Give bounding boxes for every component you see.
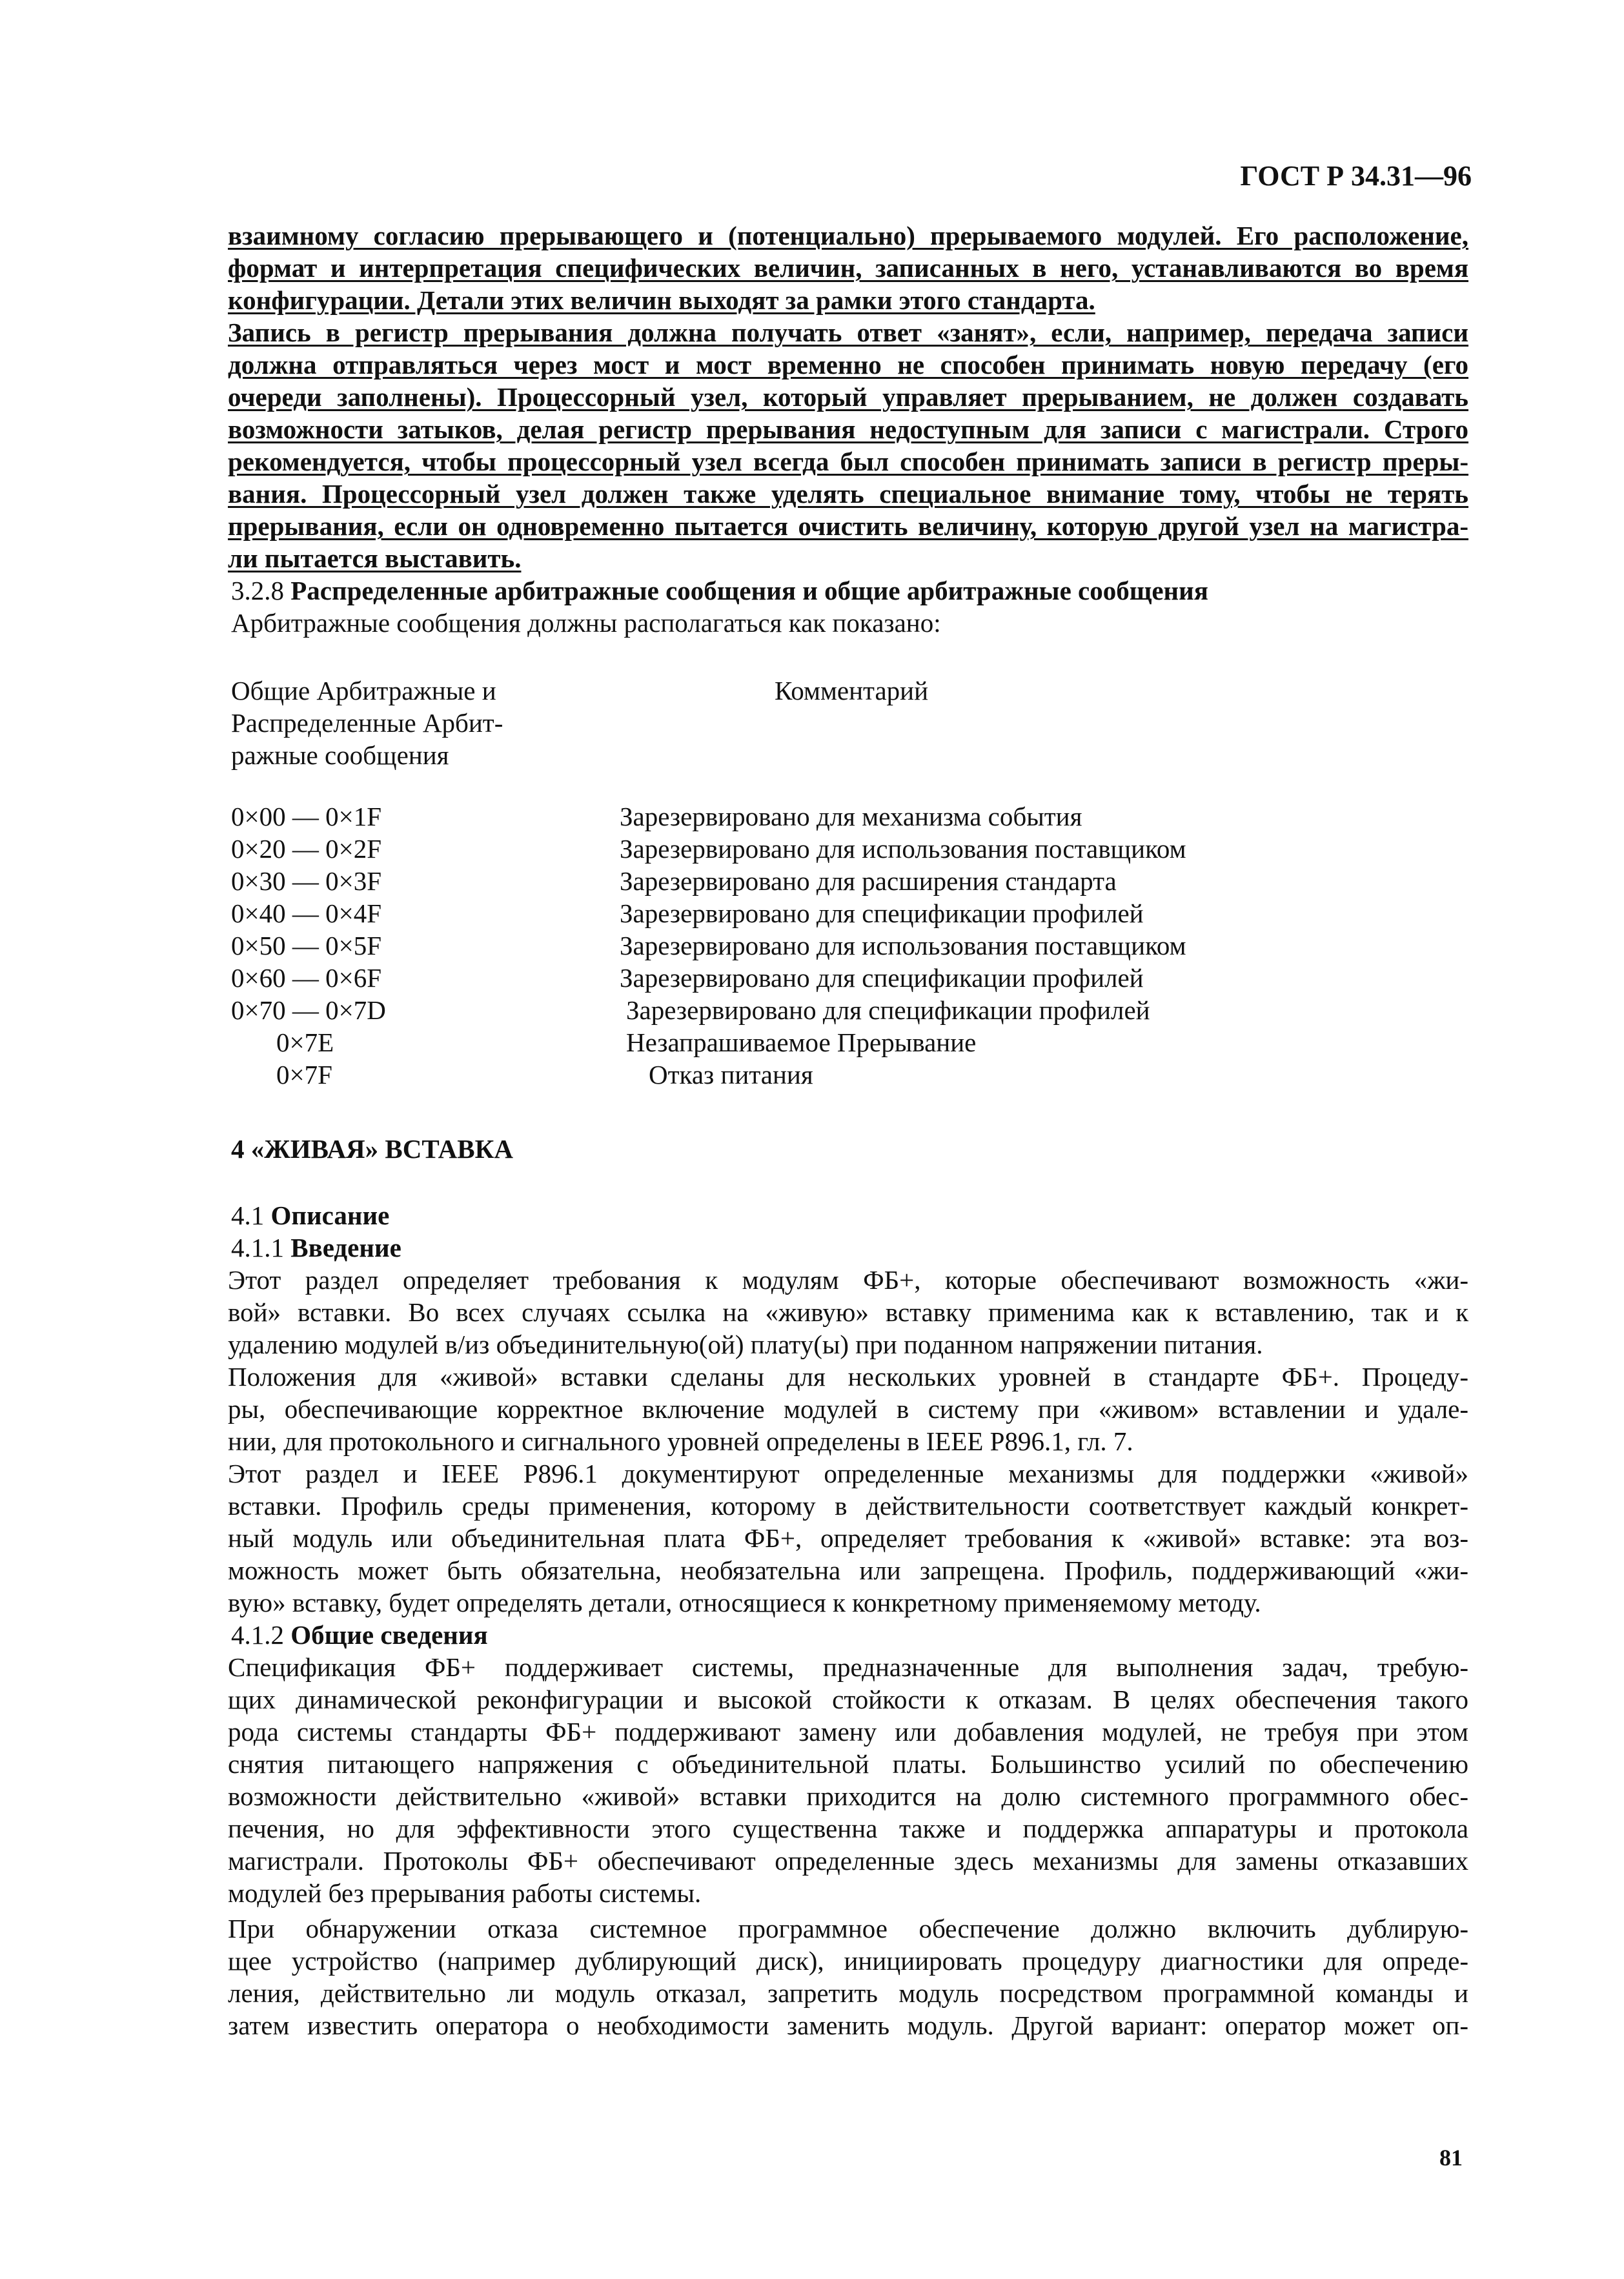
section-number: 3.2.8 (231, 576, 284, 605)
text-line: можность может быть обязательна, необязательна или запрещена. Профиль, поддерживающий «жи- (228, 1555, 1468, 1585)
table-row (231, 929, 381, 962)
section-4-1-1-heading (231, 1231, 401, 1264)
row-code: 0×30 — 0×3F (231, 866, 382, 896)
row-comment: Зарезервировано для механизма события (620, 802, 1082, 831)
section-title: Распределенные арбитражные сообщения и общие арбитражные сообщения (290, 576, 1208, 605)
row-comment: Зарезервировано для спецификации профилей (626, 995, 1150, 1025)
page-number: 81 (1439, 2145, 1463, 2171)
table-row (620, 897, 1144, 929)
table-row (620, 833, 1186, 865)
text-line: ления, действительно ли модуль отказал, запретить модуль посредством программной команды и (228, 1978, 1468, 2008)
row-code: 0×7F (276, 1060, 332, 1089)
text-line: должна отправляться через мост и мост временно не способен принимать новую передачу (его (228, 350, 1468, 380)
text-line: печения, но для эффективности этого существенна также и поддержка аппаратуры и протокола (228, 1814, 1468, 1843)
table-col2-header: Комментарий (775, 676, 929, 705)
section-title: Общие сведения (290, 1620, 488, 1650)
intro-paragraph-2 (228, 1361, 1468, 1457)
row-code: 0×00 — 0×1F (231, 802, 382, 831)
table-row (620, 929, 1186, 962)
text-line: Спецификация ФБ+ поддерживает системы, предназначенные для выполнения задач, требую- (228, 1652, 1468, 1682)
table-row (626, 1026, 976, 1058)
table-row (231, 865, 381, 897)
table-col1-header (231, 674, 503, 771)
row-comment: Отказ питания (649, 1060, 813, 1089)
text-line: снятия питающего напряжения с объединительной платы. Большинство усилий по обеспечению (228, 1749, 1468, 1779)
text-line: магистрали. Протоколы ФБ+ обеспечивают определенные здесь механизмы для замены отказавших (228, 1846, 1468, 1876)
row-comment: Зарезервировано для использования поставщиком (620, 931, 1186, 960)
table-row (231, 897, 381, 929)
text-line: щих динамической реконфигурации и высокой стойкости к отказам. В целях обеспечения такого (228, 1685, 1468, 1714)
table-row (276, 1058, 332, 1091)
row-comment: Зарезервировано для использования поставщиком (620, 834, 1186, 864)
table-row (231, 833, 381, 865)
text-line: взаимному согласию прерывающего и (потенциально) прерываемого модулей. Его расположение, (228, 221, 1468, 250)
row-code: 0×40 — 0×4F (231, 898, 382, 928)
text-line: модулей без прерывания работы системы. (228, 1878, 702, 1908)
intro-paragraph-1 (228, 1264, 1468, 1361)
table-row (649, 1058, 813, 1091)
text-line: Положения для «живой» вставки сделаны для нескольких уровней в стандарте ФБ+. Процеду- (228, 1362, 1468, 1392)
header-line: ражные сообщения (231, 740, 449, 770)
table-row (620, 962, 1144, 994)
text-line: возможности действительно «живой» вставки приходится на долю системного программного обес- (228, 1781, 1468, 1811)
row-comment: Зарезервировано для спецификации профилей (620, 898, 1144, 928)
section-4-1-heading (231, 1199, 389, 1231)
row-code: 0×20 — 0×2F (231, 834, 382, 864)
section-number: 4.1 (231, 1200, 265, 1230)
text-line: удалению модулей в/из объединительную(ой) плату(ы) при поданном напряжении питания. (228, 1330, 1263, 1359)
table-row (231, 962, 381, 994)
text-line: вставки. Профиль среды применения, которому в действительности соответствует каждый конкрет- (228, 1491, 1468, 1521)
text-line: возможности затыков, делая регистр прерывания недоступным для записи с магистрали. Строго (228, 414, 1468, 444)
text-line: нии, для протокольного и сигнального уровней определены в IEEE P896.1, гл. 7. (228, 1426, 1133, 1456)
text-line: рекомендуется, чтобы процессорный узел всегда был способен принимать записи в регистр преры- (228, 447, 1468, 476)
text-line: затем известить оператора о необходимости заменить модуль. Другой вариант: оператор может оп- (228, 2011, 1468, 2040)
header-line: Общие Арбитражные и (231, 676, 496, 705)
text-line: вания. Процессорный узел должен также уделять специальное внимание тому, чтобы не терять (228, 479, 1468, 509)
section-number: 4.1.2 (231, 1620, 284, 1650)
intro-paragraph-3 (228, 1457, 1468, 1619)
table-row (231, 994, 386, 1026)
section-title: Описание (270, 1200, 390, 1230)
table-row (231, 800, 381, 833)
text-line: вую» вставку, будет определять детали, относящиеся к конкретному применяемому методу. (228, 1588, 1261, 1617)
row-comment: Незапрашиваемое Прерывание (626, 1028, 977, 1057)
table-row (620, 865, 1117, 897)
row-code: 0×70 — 0×7D (231, 995, 386, 1025)
general-paragraph-1 (228, 1651, 1468, 1909)
row-code: 0×60 — 0×6F (231, 963, 382, 993)
text-line: ный модуль или объединительная плата ФБ+, определяет требования к «живой» вставке: эта воз- (228, 1523, 1468, 1553)
text-line: щее устройство (например дублирующий диск), инициировать процедуру диагностики для опреде- (228, 1946, 1468, 1976)
row-comment: Зарезервировано для расширения стандарта (620, 866, 1117, 896)
standard-header: ГОСТ Р 34.31—96 (1240, 160, 1472, 192)
text-line: Этот раздел и IEEE P896.1 документируют определенные механизмы для поддержки «живой» (228, 1459, 1468, 1488)
text-line: вой» вставки. Во всех случаях ссылка на «живую» вставку применима как к вставлению, так и к (228, 1297, 1468, 1327)
section-4-1-2-heading (231, 1619, 488, 1651)
table-row (276, 1026, 334, 1058)
text-line: формат и интерпретация специфических величин, записанных в него, устанавливаются во время (228, 253, 1468, 283)
text-line: рода системы стандарты ФБ+ поддерживают замену или добавления модулей, не требуя при этом (228, 1717, 1468, 1747)
text-line: прерывания, если он одновременно пытается очистить величину, которую другой узел на магистра- (228, 511, 1468, 541)
section-number: 4.1.1 (231, 1233, 284, 1262)
text-line: очереди заполнены). Процессорный узел, который управляет прерыванием, не должен создавать (228, 382, 1468, 412)
text-line: ры, обеспечивающие корректное включение модулей в систему при «живом» вставлении и удале- (228, 1394, 1468, 1424)
underlined-paragraph-2 (228, 316, 1468, 574)
text-line: Запись в регистр прерывания должна получать ответ «занят», если, например, передача записи (228, 318, 1468, 347)
row-comment: Зарезервировано для спецификации профилей (620, 963, 1144, 993)
text-line: конфигурации. Детали этих величин выходят за рамки этого стандарта. (228, 285, 1095, 315)
row-code: 0×7E (276, 1028, 334, 1057)
section-3-2-8-heading (231, 574, 1208, 607)
table-row (626, 994, 1150, 1026)
header-line: Распределенные Арбит- (231, 708, 503, 738)
underlined-paragraph-1 (228, 219, 1468, 316)
text-line: Этот раздел определяет требования к модулям ФБ+, которые обеспечивают возможность «жи- (228, 1265, 1468, 1295)
table-row (620, 800, 1082, 833)
section-3-2-8-intro: Арбитражные сообщения должны располагаться как показано: (231, 608, 941, 638)
row-code: 0×50 — 0×5F (231, 931, 382, 960)
general-paragraph-2 (228, 1912, 1468, 2041)
section-4-heading: 4 «ЖИВАЯ» ВСТАВКА (231, 1134, 513, 1164)
text-line: ли пытается выставить. (228, 543, 522, 573)
text-line: При обнаружении отказа системное программное обеспечение должно включить дублирую- (228, 1914, 1468, 1943)
section-title: Введение (290, 1233, 401, 1262)
